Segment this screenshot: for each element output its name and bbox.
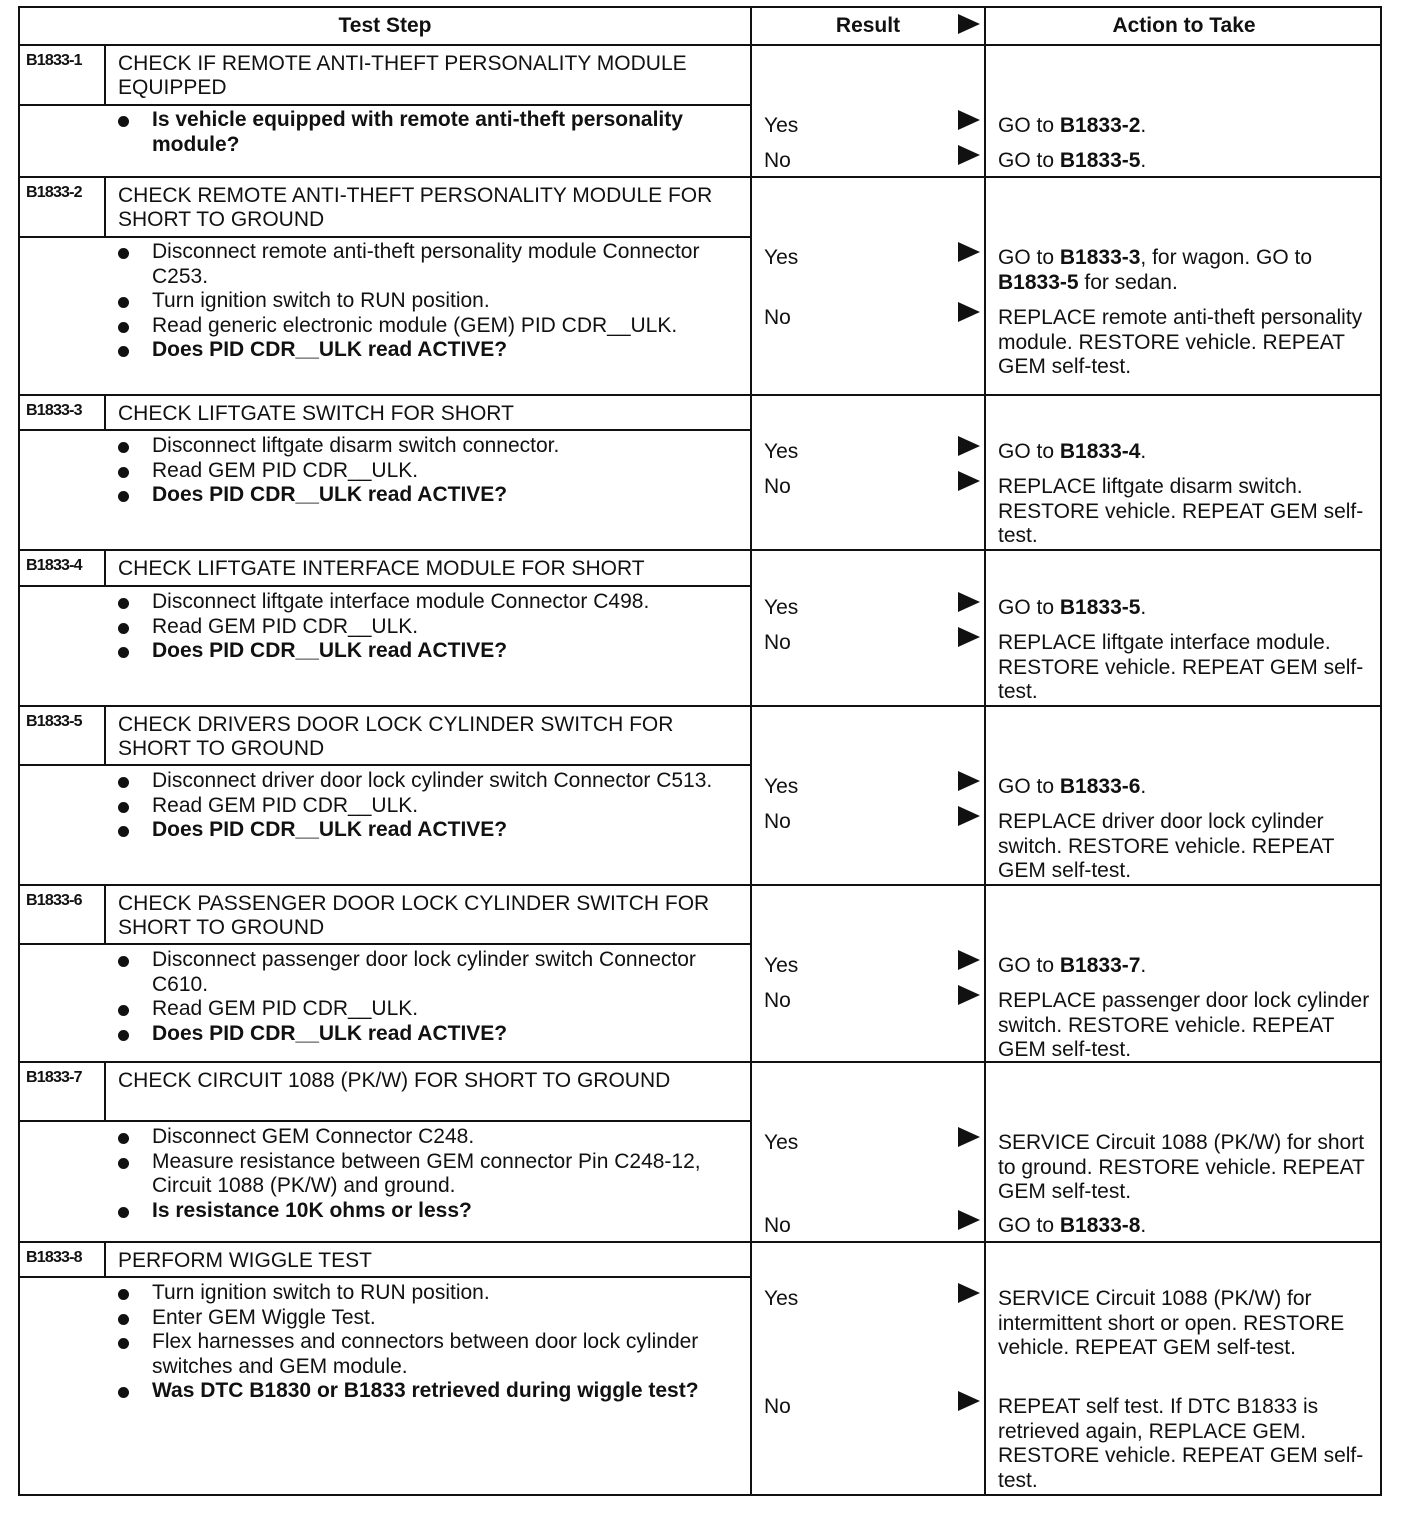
row-divider	[20, 549, 1380, 551]
row-divider	[20, 1061, 1380, 1063]
step-title-divider	[20, 585, 750, 587]
diagnostic-table	[18, 6, 1382, 1496]
step-title-divider	[20, 1276, 750, 1278]
action-suffix: .	[1140, 440, 1147, 463]
result-arrow-icon	[958, 806, 980, 826]
step-id-divider	[104, 884, 106, 943]
result-no: No	[764, 1395, 791, 1418]
result-arrow-icon	[958, 1127, 980, 1147]
action-suffix: for sedan.	[1078, 270, 1178, 294]
result-yes: Yes	[764, 440, 799, 463]
step-instruction: Flex harnesses and connectors between door lock cylinder switches and GEM module.	[114, 1330, 754, 1379]
action-step-ref: B1833-6	[1059, 775, 1141, 798]
step-question: Does PID CDR__ULK read ACTIVE?	[114, 639, 754, 664]
result-no: No	[764, 810, 791, 833]
action-suffix: .	[1140, 149, 1147, 172]
action-prefix: REPLACE passenger door lock cylinder switch. RESTORE vehicle. REPEAT GEM self-test.	[998, 989, 1370, 1061]
result-arrow-icon	[958, 1210, 980, 1230]
action-prefix: REPLACE liftgate disarm switch. RESTORE vehicle. REPEAT GEM self-test.	[998, 475, 1364, 547]
action-prefix: GO to	[998, 954, 1060, 977]
result-arrow-icon	[958, 242, 980, 262]
step-title-divider	[20, 943, 750, 945]
result-yes: Yes	[764, 596, 799, 619]
action-step-ref: B1833-4	[1059, 440, 1141, 463]
result-no: No	[764, 306, 791, 329]
step-id-divider	[104, 1241, 106, 1276]
action-prefix: GO to	[998, 114, 1060, 137]
action-text	[998, 246, 1380, 295]
column-divider-result	[750, 8, 752, 1494]
step-id: B1833-7	[26, 1069, 82, 1086]
result-arrow-icon	[958, 950, 980, 970]
step-bullets	[114, 1281, 754, 1404]
action-step-ref: B1833-3	[1059, 246, 1141, 269]
action-step-ref: B1833-8	[1059, 1214, 1141, 1237]
result-arrow-icon	[958, 302, 980, 322]
step-id-divider	[104, 44, 106, 104]
step-question: Does PID CDR__ULK read ACTIVE?	[114, 1022, 754, 1047]
action-step-ref: B1833-7	[1059, 954, 1141, 977]
step-instruction: Read GEM PID CDR__ULK.	[114, 615, 754, 640]
result-arrow-icon	[958, 985, 980, 1005]
step-question: Does PID CDR__ULK read ACTIVE?	[114, 338, 754, 363]
step-instruction: Disconnect liftgate disarm switch connector.	[114, 434, 754, 459]
step-title: CHECK PASSENGER DOOR LOCK CYLINDER SWITCH FOR SHORT TO GROUND	[118, 892, 710, 939]
action-text	[998, 306, 1380, 380]
result-arrow-icon	[958, 436, 980, 456]
result-yes: Yes	[764, 954, 799, 977]
step-title-divider	[20, 236, 750, 238]
step-question: Was DTC B1830 or B1833 retrieved during wiggle test?	[114, 1379, 754, 1404]
step-bullets	[114, 590, 754, 664]
step-title: CHECK CIRCUIT 1088 (PK/W) FOR SHORT TO GROUND	[118, 1069, 671, 1092]
action-prefix: GO to	[998, 440, 1060, 463]
action-text	[998, 1395, 1380, 1493]
action-suffix: .	[1140, 775, 1147, 798]
result-yes: Yes	[764, 114, 799, 137]
row-divider	[20, 394, 1380, 396]
step-id-divider	[104, 705, 106, 764]
header-arrow-icon	[958, 14, 980, 34]
step-instruction: Turn ignition switch to RUN position.	[114, 1281, 754, 1306]
action-text	[998, 989, 1380, 1063]
result-arrow-icon	[958, 771, 980, 791]
action-suffix: .	[1140, 954, 1147, 977]
action-prefix: REPEAT self test. If DTC B1833 is retrieved again, REPLACE GEM. RESTORE vehicle. REPEAT GEM self-test.	[998, 1395, 1364, 1492]
action-text	[998, 440, 1380, 465]
step-bullets	[114, 769, 754, 843]
step-instruction: Read GEM PID CDR__ULK.	[114, 459, 754, 484]
header-action: Action to Take	[1112, 14, 1256, 37]
step-id: B1833-8	[26, 1249, 82, 1266]
action-prefix: REPLACE liftgate interface module. RESTORE vehicle. REPEAT GEM self-test.	[998, 631, 1364, 703]
result-no: No	[764, 631, 791, 654]
result-yes: Yes	[764, 775, 799, 798]
action-prefix: GO to	[998, 1214, 1060, 1237]
action-text	[998, 1131, 1380, 1205]
step-title-divider	[20, 429, 750, 431]
action-prefix: REPLACE driver door lock cylinder switch. RESTORE vehicle. REPEAT GEM self-test.	[998, 810, 1335, 882]
row-divider	[20, 1241, 1380, 1243]
step-id-divider	[104, 394, 106, 429]
result-yes: Yes	[764, 1287, 799, 1310]
step-title: CHECK IF REMOTE ANTI-THEFT PERSONALITY MODULE EQUIPPED	[118, 52, 687, 99]
action-prefix: REPLACE remote anti-theft personality module. RESTORE vehicle. REPEAT GEM self-test.	[998, 306, 1363, 378]
step-instruction: Disconnect liftgate interface module Connector C498.	[114, 590, 754, 615]
step-title: PERFORM WIGGLE TEST	[118, 1249, 372, 1272]
header-result: Result	[835, 14, 901, 37]
action-prefix: SERVICE Circuit 1088 (PK/W) for short to ground. RESTORE vehicle. REPEAT GEM self-test.	[998, 1131, 1365, 1203]
result-no: No	[764, 989, 791, 1012]
step-id: B1833-5	[26, 713, 82, 730]
step-instruction: Read GEM PID CDR__ULK.	[114, 794, 754, 819]
row-divider	[20, 705, 1380, 707]
action-prefix: GO to	[998, 596, 1060, 619]
step-title: CHECK REMOTE ANTI-THEFT PERSONALITY MODULE FOR SHORT TO GROUND	[118, 184, 713, 231]
result-arrow-icon	[958, 145, 980, 165]
step-instruction: Enter GEM Wiggle Test.	[114, 1306, 754, 1331]
step-question: Is resistance 10K ohms or less?	[114, 1199, 754, 1224]
step-id: B1833-1	[26, 52, 82, 69]
action-step-ref: B1833-5	[1059, 149, 1141, 172]
action-text	[998, 149, 1380, 174]
step-instruction: Read GEM PID CDR__ULK.	[114, 997, 754, 1022]
row-divider	[20, 176, 1380, 178]
action-suffix: .	[1140, 1214, 1147, 1237]
step-title-divider	[20, 104, 750, 106]
action-mid: , for wagon. GO to	[1140, 246, 1313, 269]
row-divider	[20, 884, 1380, 886]
step-instruction: Disconnect remote anti-theft personality module Connector C253.	[114, 240, 754, 289]
step-bullets	[114, 108, 754, 157]
step-title-divider	[20, 764, 750, 766]
action-text	[998, 775, 1380, 800]
step-instruction: Read generic electronic module (GEM) PID CDR__ULK.	[114, 314, 754, 339]
action-text	[998, 475, 1380, 549]
step-id-divider	[104, 176, 106, 236]
step-question: Does PID CDR__ULK read ACTIVE?	[114, 818, 754, 843]
action-text	[998, 631, 1380, 705]
step-bullets	[114, 1125, 754, 1223]
step-bullets	[114, 948, 754, 1046]
result-yes: Yes	[764, 1131, 799, 1154]
action-step-ref: B1833-2	[1059, 114, 1141, 137]
action-text	[998, 596, 1380, 621]
result-no: No	[764, 475, 791, 498]
header-divider	[20, 44, 1380, 46]
action-step-ref: B1833-5	[1059, 596, 1141, 619]
step-title: CHECK DRIVERS DOOR LOCK CYLINDER SWITCH FOR SHORT TO GROUND	[118, 713, 674, 760]
step-id: B1833-6	[26, 892, 82, 909]
step-id: B1833-2	[26, 184, 82, 201]
column-divider-action	[984, 8, 986, 1494]
step-instruction: Disconnect passenger door lock cylinder switch Connector C610.	[114, 948, 754, 997]
result-no: No	[764, 1214, 791, 1237]
step-question: Is vehicle equipped with remote anti-theft personality module?	[114, 108, 754, 157]
action-suffix: .	[1140, 114, 1147, 137]
result-arrow-icon	[958, 471, 980, 491]
step-instruction: Turn ignition switch to RUN position.	[114, 289, 754, 314]
action-text	[998, 1214, 1380, 1239]
step-instruction: Disconnect driver door lock cylinder switch Connector C513.	[114, 769, 754, 794]
step-instruction: Disconnect GEM Connector C248.	[114, 1125, 754, 1150]
action-text	[998, 954, 1380, 979]
step-id-divider	[104, 1061, 106, 1120]
header-test-step: Test Step	[338, 14, 432, 37]
action-prefix: GO to	[998, 149, 1060, 172]
step-id: B1833-3	[26, 402, 82, 419]
step-title: CHECK LIFTGATE INTERFACE MODULE FOR SHORT	[118, 557, 645, 580]
result-arrow-icon	[958, 1391, 980, 1411]
action-text	[998, 810, 1380, 884]
result-yes: Yes	[764, 246, 799, 269]
step-bullets	[114, 240, 754, 363]
step-title: CHECK LIFTGATE SWITCH FOR SHORT	[118, 402, 514, 425]
step-id: B1833-4	[26, 557, 82, 574]
result-arrow-icon	[958, 1283, 980, 1303]
action-prefix: GO to	[998, 246, 1060, 269]
action-prefix: SERVICE Circuit 1088 (PK/W) for intermittent short or open. RESTORE vehicle. REPEAT GEM self-test.	[998, 1287, 1345, 1359]
step-title-divider	[20, 1120, 750, 1122]
action-text	[998, 1287, 1380, 1361]
action-prefix: GO to	[998, 775, 1060, 798]
result-arrow-icon	[958, 627, 980, 647]
step-bullets	[114, 434, 754, 508]
action-suffix: .	[1140, 596, 1147, 619]
step-id-divider	[104, 549, 106, 585]
result-no: No	[764, 149, 791, 172]
action-text	[998, 114, 1380, 139]
result-arrow-icon	[958, 592, 980, 612]
step-question: Does PID CDR__ULK read ACTIVE?	[114, 483, 754, 508]
action-step-ref: B1833-5	[998, 270, 1079, 294]
step-instruction: Measure resistance between GEM connector Pin C248-12, Circuit 1088 (PK/W) and ground.	[114, 1150, 754, 1199]
result-arrow-icon	[958, 110, 980, 130]
